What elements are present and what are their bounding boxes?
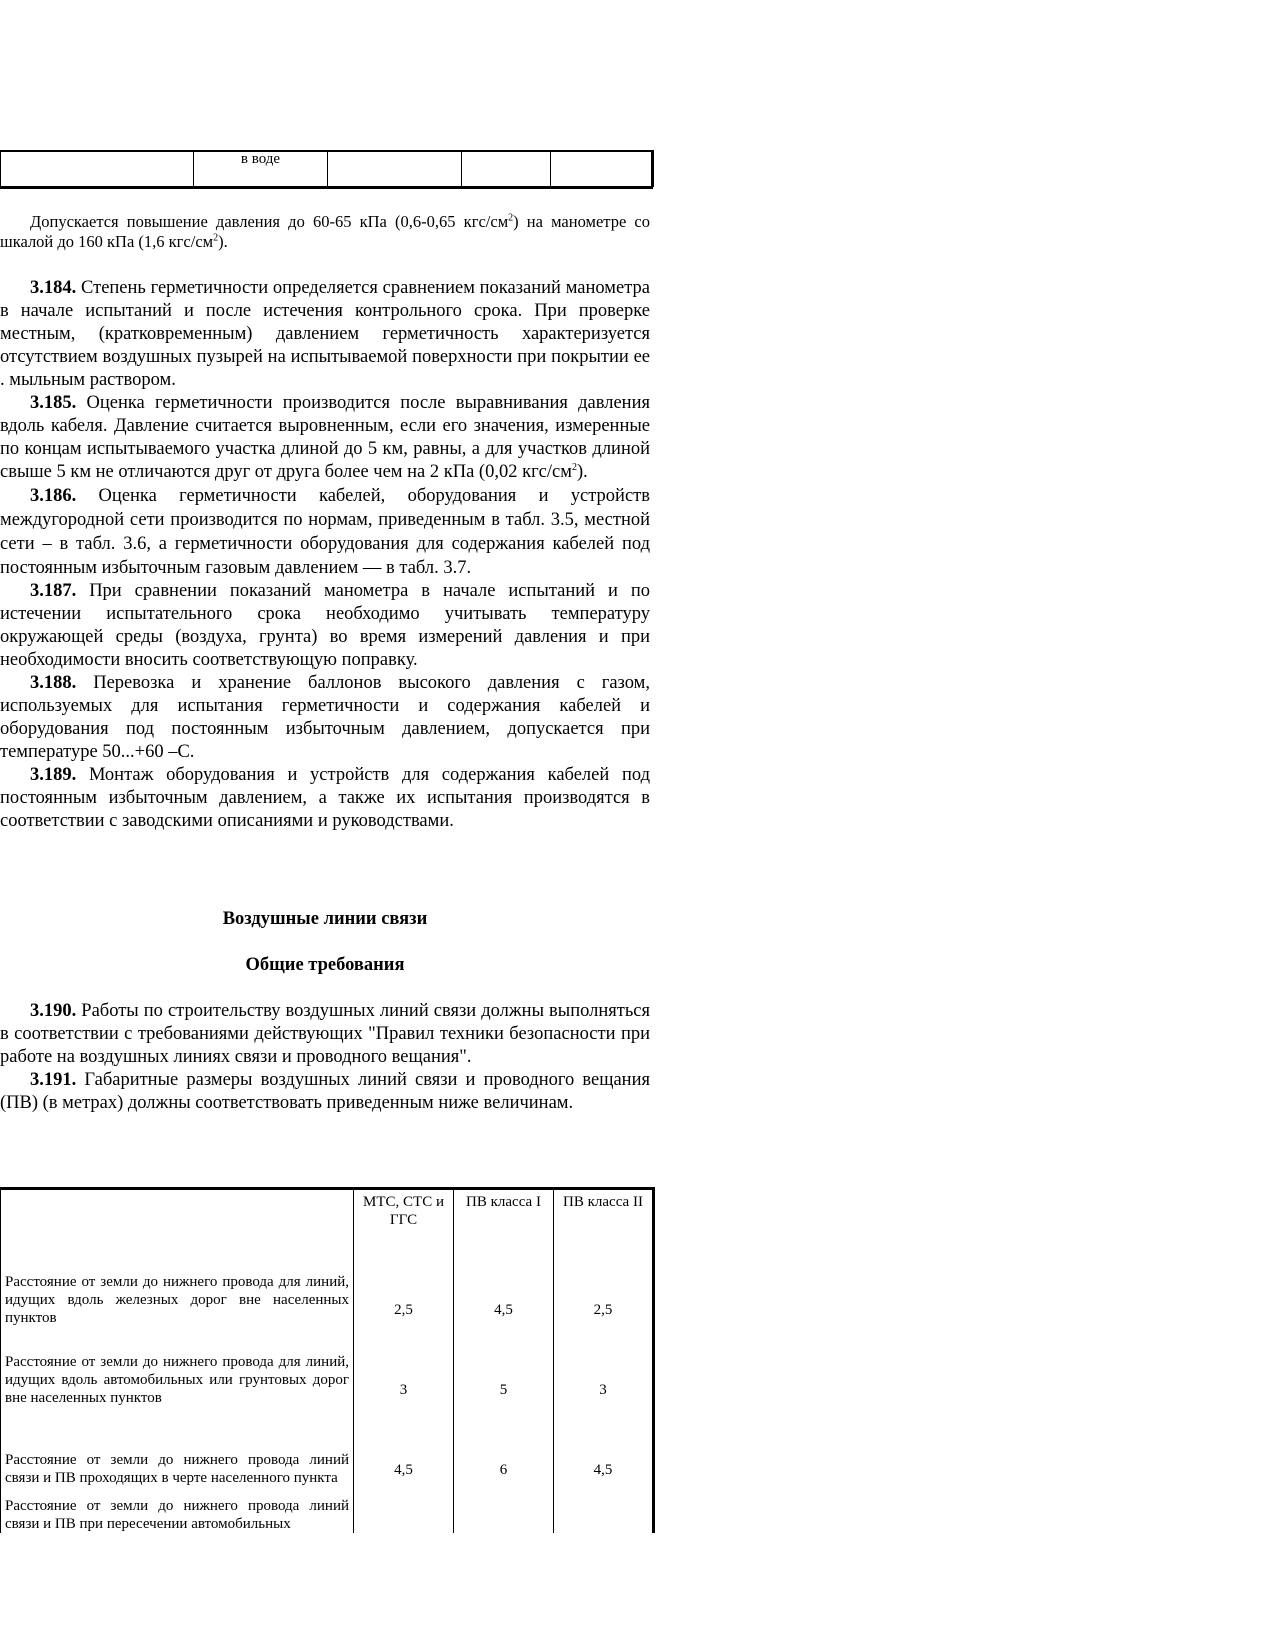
table-row (1, 1487, 654, 1533)
column-header: ПВ класса I (454, 1189, 554, 1230)
table-cell: 6 (454, 1407, 554, 1487)
table-row (1, 1327, 654, 1407)
body-paragraphs-1 (0, 277, 650, 833)
table-cell: 4,5 (554, 1407, 654, 1487)
table-cell (551, 151, 654, 187)
column-header (1, 1189, 354, 1230)
table-cell: 2,5 (354, 1229, 454, 1327)
table-row (1, 1229, 654, 1327)
table-cell: в воде (194, 151, 328, 187)
paragraph-3-184: 3.184. Степень герметичности определяется сравнением показаний манометра в начале испытаний и после истечения контрольного срока. При проверке местным, (кратковременным) давлением герметичность характеризуется отсутствием воздушных пузырей на испытываемой поверхности при покрытии ее . мыльным раствором. (0, 278, 650, 390)
top-table-fragment (0, 150, 654, 187)
table-cell (354, 1487, 454, 1533)
paragraph-3-189: 3.189. Монтаж оборудования и устройств для содержания кабелей под постоянным избыточным давлением, а также их испытания производятся в соответствии с заводскими описаниями и руководствами. (0, 765, 650, 831)
table-cell: 3 (354, 1327, 454, 1407)
table-cell: 2,5 (554, 1229, 654, 1327)
section-heading: Воздушные линии связи (222, 909, 428, 929)
body-paragraphs-2 (0, 1000, 650, 1115)
paragraph-3-186: 3.186. Оценка герметичности кабелей, оборудования и устройств междугородной сети производится по нормам, приведенным в табл. 3.5, местной сети – в табл. 3.6, а герметичности оборудования для содержания кабелей под постоянным избыточным газовым давлением — в табл. 3.7. (0, 486, 650, 578)
table-row (1, 151, 654, 187)
paragraph-3-187: 3.187. При сравнении показаний манометра в начале испытаний и по истечении испытательного срока необходимо учитывать температуру окружающей среды (воздуха, грунта) во время измерений давления и при необходимости вносить соответствующую поправку. (0, 581, 650, 670)
table-cell (462, 151, 551, 187)
table-cell: 5 (454, 1327, 554, 1407)
column-header: МТС, СТС и ГГС (354, 1189, 454, 1230)
table-cell: 4,5 (354, 1407, 454, 1487)
table-header-row (1, 1189, 654, 1230)
pressure-note (0, 212, 650, 252)
table-cell: 3 (554, 1327, 654, 1407)
paragraph-3-190: 3.190. Работы по строительству воздушных линий связи должны выполняться в соответствии с требованиями действующих "Правил техники безопасности при работе на воздушных линиях связи и проводного вещания". (0, 1001, 650, 1067)
table-cell (554, 1487, 654, 1533)
row-label: Расстояние от земли до нижнего провода линий связи и ПВ проходящих в черте населенного пункта (1, 1407, 354, 1487)
column-header: ПВ класса II (554, 1189, 654, 1230)
paragraph-3-188: 3.188. Перевозка и хранение баллонов высокого давления с газом, используемых для испытания герметичности и содержания кабелей и оборудования под постоянным избыточным давлением, допускается при температуре 50...+60 –С. (0, 673, 650, 762)
dimensions-table (0, 1187, 655, 1533)
paragraph-3-185: 3.185. Оценка герметичности производится после выравнивания давления вдоль кабеля. Давление считается выровненным, если его значения, измеренные по концам испытываемого участка длиной до 5 км, равны, а для участков длиной свыше 5 км не отличаются друг от друга более чем на 2 кПа (0,02 кгс/$см^2$). (0, 393, 650, 482)
table-cell: 4,5 (454, 1229, 554, 1327)
row-label: Расстояние от земли до нижнего провода для линий, идущих вдоль автомобильных или грунтовых дорог вне населенных пунктов (1, 1327, 354, 1407)
table-cell (454, 1487, 554, 1533)
table-cell (1, 151, 194, 187)
table-cell (328, 151, 462, 187)
table-row (1, 1407, 654, 1487)
paragraph-3-191: 3.191. Габаритные размеры воздушных линий связи и проводного вещания (ПВ) (в метрах) должны соответствовать приведенным ниже величинам. (0, 1070, 650, 1113)
subsection-heading: Общие требования (245, 955, 405, 975)
row-label: Расстояние от земли до нижнего провода для линий, идущих вдоль железных дорог вне населенных пунктов (1, 1229, 354, 1327)
row-label: Расстояние от земли до нижнего провода линий связи и ПВ при пересечении автомобильных (1, 1487, 354, 1533)
note-paragraph: Допускается повышение давления до 60-65 кПа (0,6-0,65 кгс/$см^2$) на манометре со шкалой до 160 кПа (1,6 кгс/$см^2$). (0, 212, 650, 251)
